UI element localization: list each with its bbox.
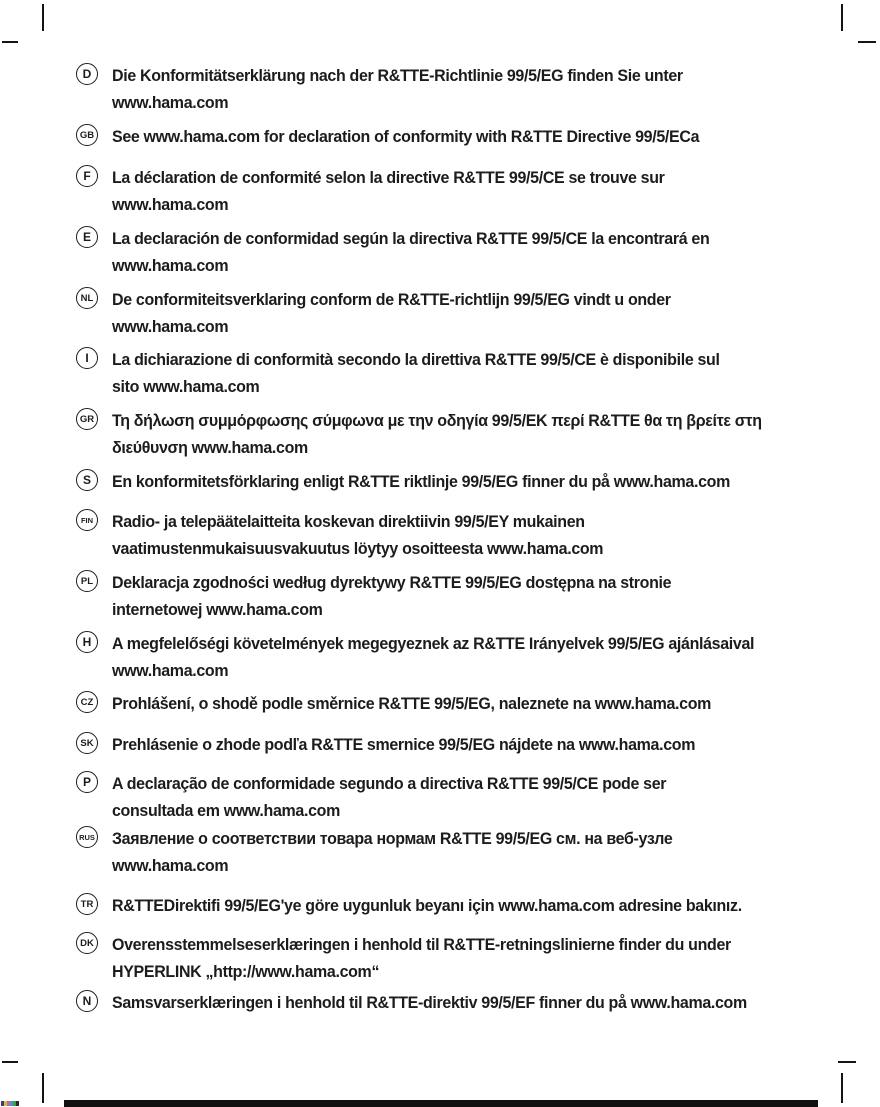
entry-line: διεύθυνση www.hama.com [112, 438, 308, 457]
crop-mark-bottom-right-horizontal [838, 1061, 856, 1063]
entry-text-cz [112, 690, 711, 717]
entry-i [76, 346, 850, 400]
entry-gr [76, 407, 850, 461]
entry-line: www.hama.com [112, 317, 229, 336]
entry-line: A declaração de conformidade segundo a directiva R&TTE 99/5/CE pode ser [112, 774, 667, 793]
crop-mark-bottom-right-vertical [841, 1073, 843, 1103]
entry-text-dk [112, 931, 731, 985]
entry-rus [76, 825, 850, 879]
entry-tr [76, 892, 850, 919]
language-badge-cz: CZ [76, 691, 98, 713]
entry-line: internetowej www.hama.com [112, 600, 323, 619]
entry-line: En konformitetsförklaring enligt R&TTE riktlinje 99/5/EG finner du på www.hama.com [112, 472, 730, 491]
entry-text-d [112, 62, 683, 116]
entry-cz [76, 690, 850, 717]
entry-line: De conformiteitsverklaring conform de R&TTE-richtlijn 99/5/EG vindt u onder [112, 290, 671, 309]
bottom-page-bar [64, 1100, 818, 1107]
language-badge-p: P [76, 771, 98, 793]
entry-text-sk [112, 731, 695, 758]
entry-sk [76, 731, 850, 758]
entry-line: Τη δήλωση συμμόρφωσης σύμφωνα με την οδηγία 99/5/ΕΚ περί R&TTE θα τη βρείτε στη [112, 411, 762, 430]
entry-text-rus [112, 825, 672, 879]
entry-line: La declaración de conformidad según la directiva R&TTE 99/5/CE la encontrará en [112, 229, 710, 248]
entry-text-f [112, 164, 665, 218]
language-badge-fin: FIN [76, 509, 98, 531]
crop-mark-top-left-horizontal [2, 41, 18, 43]
entry-line: Prehlásenie o zhode podľa R&TTE smernice 99/5/EG nájdete na www.hama.com [112, 735, 696, 754]
entry-dk [76, 931, 850, 985]
entry-text-i [112, 346, 720, 400]
entry-fin [76, 508, 850, 562]
entry-text-p [112, 770, 666, 824]
entry-line: consultada em www.hama.com [112, 801, 340, 820]
entry-e [76, 225, 850, 279]
entry-d [76, 62, 850, 116]
crop-mark-top-right-horizontal [858, 41, 876, 43]
entry-text-gr [112, 407, 762, 461]
language-badge-e: E [76, 226, 98, 248]
entry-line: vaatimustenmukaisuusvakuutus löytyy osoitteesta www.hama.com [112, 539, 604, 558]
language-badge-n: N [76, 990, 98, 1012]
entry-line: Overensstemmelseserklæringen i henhold til R&TTE-retningslinierne finder du under [112, 935, 731, 954]
entry-text-fin [112, 508, 603, 562]
entry-gb [76, 123, 850, 150]
entry-line: www.hama.com [112, 256, 229, 275]
crop-mark-top-left-vertical [42, 4, 44, 31]
color-registration-strip [1, 1101, 19, 1106]
entry-line: Samsvarserklæringen i henhold til R&TTE-direktiv 99/5/EF finner du på www.hama.com [112, 993, 747, 1012]
language-badge-nl: NL [76, 287, 98, 309]
entry-text-gb [112, 123, 699, 150]
language-badge-i: I [76, 347, 98, 369]
entry-line: Prohlášení, o shodě podle směrnice R&TTE 99/5/EG, naleznete na www.hama.com [112, 694, 712, 713]
entry-line: See www.hama.com for declaration of conformity with R&TTE Directive 99/5/ECa [112, 127, 700, 146]
entry-s [76, 468, 850, 495]
entry-pl [76, 569, 850, 623]
language-badge-sk: SK [76, 732, 98, 754]
entry-line: Die Konformitätserklärung nach der R&TTE-Richtlinie 99/5/EG finden Sie unter [112, 66, 683, 85]
language-badge-rus: RUS [76, 826, 98, 848]
language-badge-d: D [76, 63, 98, 85]
entry-p [76, 770, 850, 824]
entry-line: www.hama.com [112, 856, 229, 875]
entry-line: www.hama.com [112, 661, 229, 680]
entry-line: La dichiarazione di conformità secondo la direttiva R&TTE 99/5/CE è disponibile sul [112, 350, 720, 369]
entry-line: www.hama.com [112, 195, 229, 214]
language-badge-tr: TR [76, 893, 98, 915]
entry-line: HYPERLINK „http://www.hama.com“ [112, 962, 380, 981]
language-badge-dk: DK [76, 932, 98, 954]
crop-mark-top-right-vertical [841, 4, 843, 31]
language-badge-h: H [76, 631, 98, 653]
entry-line: Заявление о соответствии товара нормам R&TTE 99/5/EG см. на веб-узле [112, 829, 673, 848]
language-badge-pl: PL [76, 570, 98, 592]
entry-text-s [112, 468, 730, 495]
entry-line: La déclaration de conformité selon la directive R&TTE 99/5/CE se trouve sur [112, 168, 665, 187]
entry-line: R&TTEDirektifi 99/5/EG'ye göre uygunluk beyanı için www.hama.com adresine bakınız. [112, 896, 742, 915]
entry-n [76, 989, 850, 1016]
entry-text-tr [112, 892, 742, 919]
entry-line: sito www.hama.com [112, 377, 260, 396]
crop-mark-bottom-left-horizontal [2, 1061, 18, 1063]
entry-h [76, 630, 850, 684]
entry-text-e [112, 225, 709, 279]
language-badge-f: F [76, 165, 98, 187]
entry-text-h [112, 630, 754, 684]
entry-line: A megfelelőségi követelmények megegyeznek az R&TTE Irányelvek 99/5/EG ajánlásaival [112, 634, 755, 653]
language-badge-gb: GB [76, 124, 98, 146]
crop-mark-bottom-left-vertical [42, 1073, 44, 1103]
language-badge-gr: GR [76, 408, 98, 430]
entry-text-nl [112, 286, 671, 340]
entry-line: Deklaracja zgodności według dyrektywy R&TTE 99/5/EG dostępna na stronie [112, 573, 672, 592]
entry-nl [76, 286, 850, 340]
entry-line: Radio- ja telepäätelaitteita koskevan direktiivin 99/5/EY mukainen [112, 512, 585, 531]
entry-f [76, 164, 850, 218]
entry-line: www.hama.com [112, 93, 229, 112]
language-badge-s: S [76, 469, 98, 491]
registration-color-square [16, 1101, 19, 1106]
entry-text-n [112, 989, 747, 1016]
entry-text-pl [112, 569, 671, 623]
